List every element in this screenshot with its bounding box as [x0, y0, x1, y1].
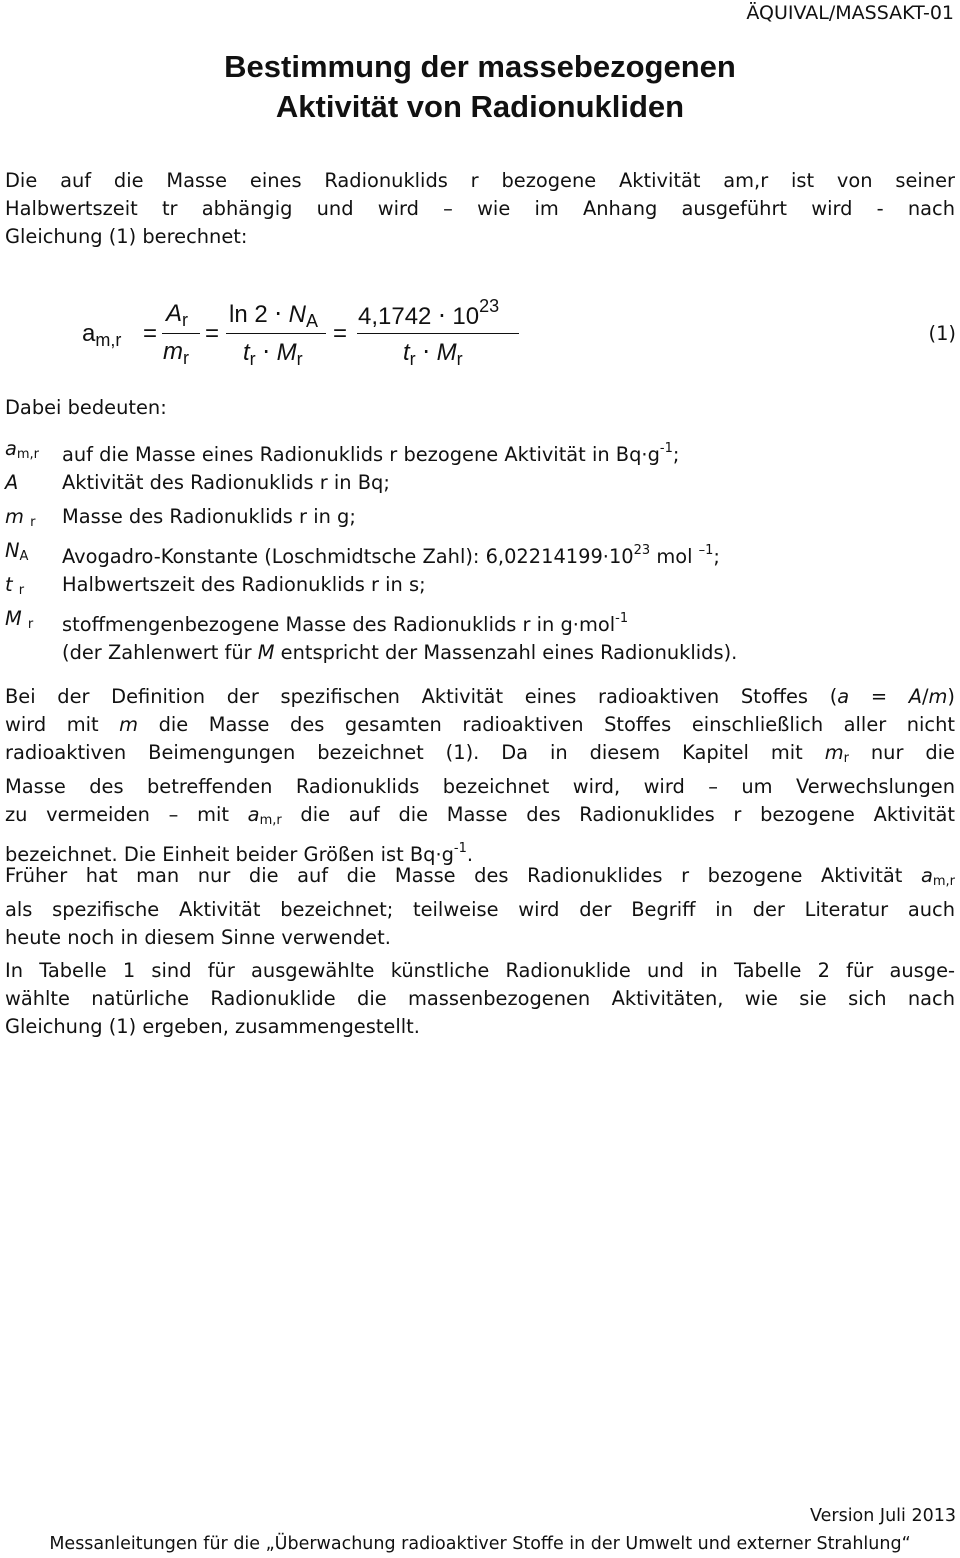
- definition-text: Halbwertszeit des Radionuklids r in s;: [62, 573, 426, 596]
- definition-item: [5, 466, 955, 500]
- para1-line: radioaktiven Beimengungen bezeichnet (1). Da in diesem Kapitel mit mr nur die: [5, 741, 955, 766]
- para1-line: bezeichnet. Die Einheit beider Größen ist $Bq\cdot g^{-1}$.: [5, 841, 474, 866]
- frac2-denominator: $t_r \cdot M_r$: [243, 339, 303, 369]
- frac1-bar: [162, 333, 200, 334]
- definition-text: stoffmengenbezogene Masse des Radionuklids r in g⋅mol$^{-1}$ (der Zahlenwert für M entspricht der Massenzahl eines Radionuklids).: [62, 611, 738, 664]
- para2-line: Früher hat man nur die auf die Masse des Radionuklides r bezogene Aktivität am,r: [5, 864, 955, 889]
- definition-symbol: am,r: [5, 437, 40, 462]
- intro-line-1: Die auf die Masse eines Radionuklids r bezogene Aktivität am,r ist von seiner: [5, 169, 955, 192]
- frac3-denominator: $t_r \cdot M_r$: [403, 339, 463, 369]
- definition-item: [5, 432, 955, 466]
- paragraph-3: [5, 957, 955, 1041]
- frac2-bar: [226, 333, 326, 334]
- paragraph-2: [5, 862, 955, 952]
- intro-paragraph: [5, 167, 955, 251]
- para1-line: zu vermeiden – mit am,r die auf die Masse des Radionuklides r bezogene Aktivität: [5, 803, 956, 828]
- definition-text: Masse des Radionuklids r in g;: [62, 505, 356, 528]
- definition-symbol: m r: [5, 505, 36, 530]
- definition-text: auf die Masse eines Radionuklids r bezogene Aktivität in $Bq\cdot g^{-1}$;: [62, 441, 680, 466]
- paragraph-1: [5, 683, 955, 869]
- definition-symbol: t r: [5, 573, 25, 598]
- eq-equals-3: =: [333, 320, 348, 347]
- para2-line: als spezifische Aktivität bezeichnet; teilweise wird der Begriff in der Literatur auch: [5, 898, 955, 921]
- para1-line: wird mit m die Masse des gesamten radioaktiven Stoffes einschließlich aller nicht: [5, 713, 955, 736]
- definition-symbol: A: [5, 471, 19, 494]
- definition-item: [5, 500, 955, 534]
- title-line-1: Bestimmung der massebezogenen: [224, 49, 736, 84]
- definition-continuation: (der Zahlenwert für M entspricht der Massenzahl eines Radionuklids).: [62, 641, 738, 664]
- definition-item: [5, 534, 955, 568]
- intro-line-2: Halbwertszeit tr abhängig und wird – wie im Anhang ausgeführt wird - nach: [5, 197, 955, 220]
- frac3-bar: [357, 333, 519, 334]
- eq-lhs: $a_{m,r}$: [82, 320, 122, 350]
- equation-1: [0, 290, 960, 380]
- para3-line: wählte natürliche Radionuklide die massenbezogenen Aktivitäten, wie sie sich nach: [5, 987, 955, 1010]
- footer-version: Version Juli 2013: [810, 1506, 956, 1526]
- equation-number: (1): [928, 322, 956, 345]
- intro-line-3: Gleichung (1) berechnet:: [5, 225, 248, 248]
- document-code: ÄQUIVAL/MASSAKT-01: [746, 2, 954, 24]
- definition-text: Avogadro-Konstante (Loschmidtsche Zahl): $6,02214199\cdot 10^{23}$ mol $^{-1}$;: [62, 543, 720, 568]
- frac1-numerator: $A_r$: [166, 300, 189, 330]
- definition-text: Aktivität des Radionuklids r in Bq;: [62, 471, 390, 494]
- frac3-numerator: $4,1742 \cdot 10^{23}$: [358, 296, 500, 330]
- definition-symbol: M r: [5, 607, 34, 632]
- page-title: [0, 47, 960, 127]
- title-line-2: Aktivität von Radionukliden: [275, 89, 685, 124]
- definition-item: [5, 602, 955, 664]
- para2-line: heute noch in diesem Sinne verwendet.: [5, 926, 391, 949]
- para3-line: In Tabelle 1 sind für ausgewählte künstliche Radionuklide und in Tabelle 2 für ausge-: [5, 959, 955, 982]
- eq-equals-1: =: [143, 320, 158, 347]
- frac1-denominator: $m_r$: [163, 338, 189, 368]
- definitions-list: [5, 432, 955, 672]
- definition-symbol: NA: [5, 539, 29, 564]
- frac2-numerator: $\ln 2 \cdot N_A$: [229, 301, 319, 331]
- para3-line: Gleichung (1) ergeben, zusammengestellt.: [5, 1015, 420, 1038]
- para1-line: Masse des betreffenden Radionuklids bezeichnet wird, wird – um Verwechslungen: [5, 775, 955, 798]
- footer-series-title: Messanleitungen für die „Überwachung radioaktiver Stoffe in der Umwelt und externer Strahlung“: [49, 1534, 911, 1554]
- para1-line: Bei der Definition der spezifischen Aktivität eines radioaktiven Stoffes (a = A/m): [5, 685, 955, 708]
- definitions-intro: Dabei bedeuten:: [5, 396, 167, 419]
- definition-item: [5, 568, 955, 602]
- eq-equals-2: =: [205, 320, 220, 347]
